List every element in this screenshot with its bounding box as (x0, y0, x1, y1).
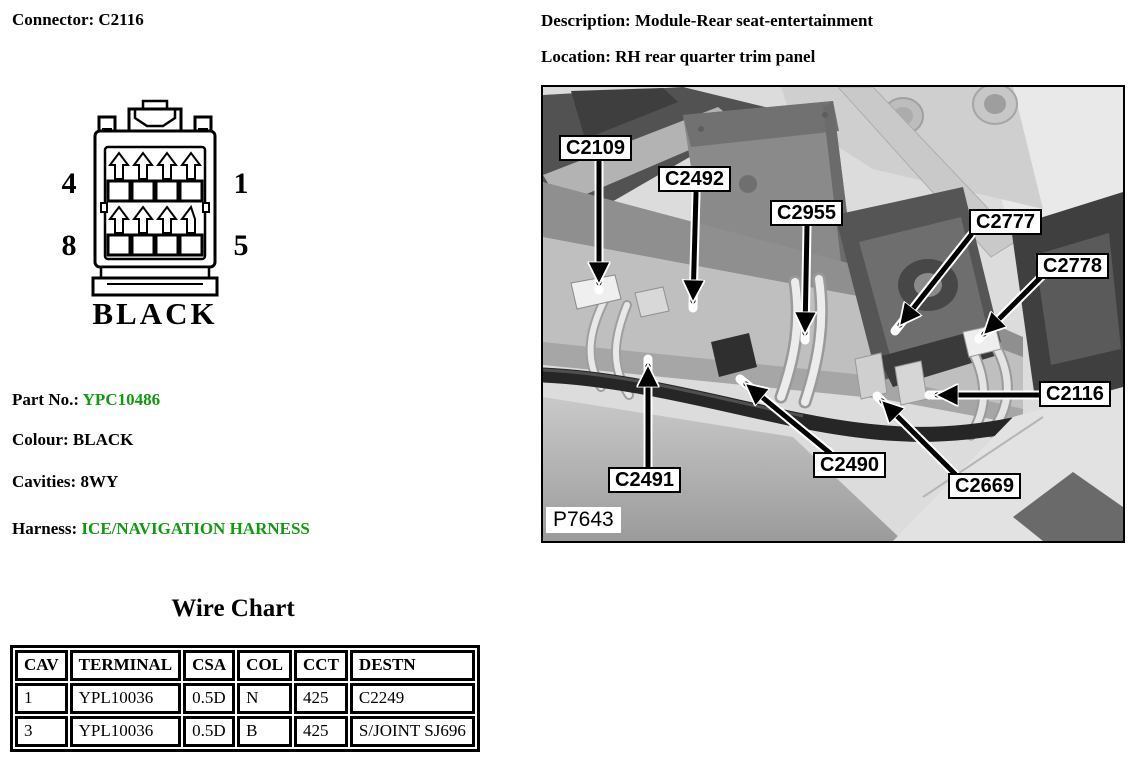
cavity-socket (180, 181, 202, 201)
screw (698, 126, 704, 132)
callout-c2669: C2669 (948, 473, 1021, 499)
description-label: Description: (541, 11, 631, 30)
colour-value: BLACK (72, 430, 134, 449)
col-header-destn: DESTN (350, 650, 475, 681)
cell-col: N (237, 683, 292, 714)
connector-pinout-diagram (55, 95, 255, 300)
description-value: Module-Rear seat-entertainment (634, 11, 874, 30)
connector-c2491-body (635, 287, 669, 317)
connector-title-value: C2116 (98, 10, 144, 29)
cell-cct: 425 (294, 683, 348, 714)
arrow-c2955 (805, 226, 807, 340)
cavity-socket (108, 181, 130, 201)
cavity-socket (156, 235, 178, 255)
callout-c2492: C2492 (658, 166, 731, 192)
cell-cct: 425 (294, 716, 348, 747)
screw (822, 112, 828, 118)
right-notch (203, 203, 209, 212)
cell-terminal: YPL10036 (70, 716, 182, 747)
location-photo (541, 85, 1125, 543)
pin-number-bottom-right: 5 (233, 229, 249, 262)
panel-boss-center (984, 94, 1006, 114)
colour-line (12, 430, 133, 450)
col-header-cav: CAV (15, 650, 68, 681)
description-line (541, 11, 873, 31)
connector-title-label: Connector: (12, 10, 95, 29)
cavities-label: Cavities: (12, 472, 77, 491)
col-header-col: COL (237, 650, 292, 681)
module-grommet (739, 175, 757, 193)
callout-c2778: C2778 (1036, 253, 1109, 279)
base-band (101, 267, 209, 278)
col-header-csa: CSA (183, 650, 235, 681)
latch-body (129, 109, 181, 133)
table-row (15, 716, 475, 747)
cavities-value: 8WY (80, 472, 119, 491)
cell-destn: S/JOINT SJ696 (350, 716, 475, 747)
wire-chart-table (10, 645, 480, 752)
connector-title (12, 10, 144, 30)
cell-cav: 1 (15, 683, 68, 714)
base-skirt (93, 278, 217, 295)
cavity-socket (180, 235, 202, 255)
callout-c2777: C2777 (969, 209, 1042, 235)
left-notch (101, 203, 107, 212)
pin-number-bottom-left: 8 (61, 229, 77, 262)
callout-c2109: C2109 (559, 135, 632, 161)
callout-c2116: C2116 (1039, 381, 1111, 407)
photo-reference-code: P7643 (546, 507, 621, 533)
colour-label: Colour: (12, 430, 69, 449)
callout-c2490: C2490 (813, 452, 886, 478)
cavity-socket (156, 181, 178, 201)
harness-label: Harness: (12, 519, 78, 538)
part-no-value: YPC10486 (82, 390, 161, 409)
part-no-label: Part No.: (12, 390, 80, 409)
table-row (15, 683, 475, 714)
cell-cav: 3 (15, 716, 68, 747)
harness-value: ICE/NAVIGATION HARNESS (81, 519, 310, 538)
col-header-cct: CCT (294, 650, 348, 681)
col-header-terminal: TERMINAL (70, 650, 182, 681)
cavities-line (12, 472, 118, 492)
location-label: Location: (541, 47, 611, 66)
wire-chart-header-row (15, 650, 475, 681)
connector-c2669-body (855, 353, 887, 399)
callout-c2491: C2491 (608, 467, 681, 493)
part-no-line (12, 390, 160, 410)
connector-colour-caption: BLACK (92, 296, 218, 331)
location-value: RH rear quarter trim panel (615, 47, 816, 66)
cavity-socket (132, 235, 154, 255)
cell-destn: C2249 (350, 683, 475, 714)
cell-csa: 0.5D (183, 683, 235, 714)
arrow-c2492 (693, 193, 696, 308)
wire-chart-title: Wire Chart (171, 595, 295, 622)
pin-number-top-right: 1 (233, 167, 249, 200)
harness-line (12, 519, 310, 539)
pin-number-top-left: 4 (61, 167, 77, 200)
callout-c2955: C2955 (770, 200, 843, 226)
cell-col: B (237, 716, 292, 747)
cavity-socket (132, 181, 154, 201)
cavity-socket (108, 235, 130, 255)
cell-csa: 0.5D (183, 716, 235, 747)
cell-terminal: YPL10036 (70, 683, 182, 714)
connector-c2116-body (895, 361, 927, 405)
location-line (541, 47, 815, 67)
